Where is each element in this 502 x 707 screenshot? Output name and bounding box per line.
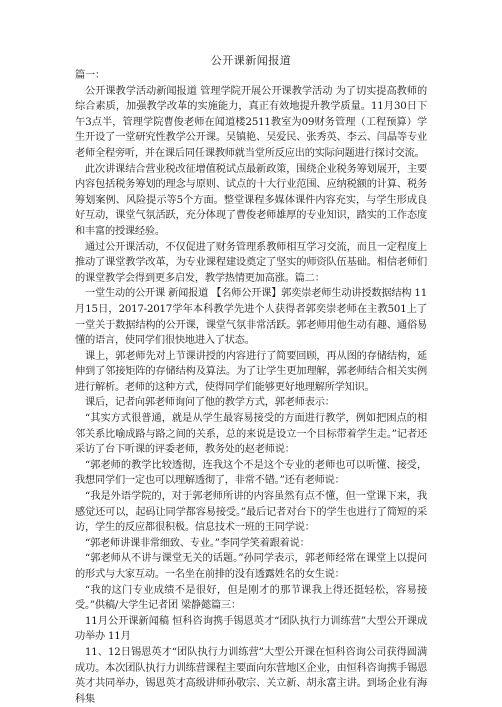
document-paragraph: 篇一： (75, 70, 105, 81)
document-body (75, 68, 427, 707)
document-paragraph: 此次讲课结合营业税改征增值税试点最新政策，围绕企业税务筹划展开，主要内容包括税务筹划的理念与原则、试点的十大行业范围、应纳税额的计算、税务筹划案例、风险提示等5个方面。整堂课程多媒体课件内容充实，与学生形成良好互动，课堂气氛活跃，充分体现了曹俊老师雄厚的专业知识，踏实的工作态度和丰富的授课经验。 (75, 163, 427, 237)
document-title: 公开课新闻报道 (210, 54, 292, 67)
document-paragraph: 课上，郭老师先对上节课讲授的内容进行了简要回顾，再从图的存储结构，延伸到了邻接矩阵的存储结构及算法。为了让学生更加理解，郭老师结合相关实例进行解析。老师的这种方式，使得同学们能够更好地理解所学知识。 (75, 350, 427, 393)
document-paragraph: 公开课教学活动新闻报道 管理学院开展公开课教学活动 为了切实提高教师的综合素质，加强教学改革的实施能力，真正有效地提升教学质量。11月30日下午3点半，管理学院曹俊老师在闻道楼2511教室为09财务管理（工程预算）学生开设了一堂研究性教学公开课。吴镇艳、吴爱民、张秀英、李云、闫晶等专业老师全程旁听，并在课后同任课教师就当堂所反应出的实际问题进行探讨交流。 (75, 85, 427, 159)
document-paragraph: “郭老师讲课非常细致、专业。”李同学笑着跟着说： (85, 537, 310, 549)
document-paragraph: 11月公开课新闻稿 恒科咨询携手锡恩英才“团队执行力训练营”大型公开课成功举办 11月 (75, 615, 427, 643)
document-paragraph: “我是外语学院的，对于郭老师所讲的内容虽然有点不懂，但一堂课下来，我感觉还可以，起码让同学都容易接受。”最后记者对台下的学生也进行了简短的采访，学生的反应都很积极。信息技术一班的王同学说： (75, 491, 427, 534)
document-paragraph: “我的这门专业成绩不是很好，但是刚才的那节课我上得还挺轻松，容易接受。”供稿/大学生记者团 梁静懿篇三： (75, 584, 427, 612)
document-paragraph: “其实方式很普通，就是从学生最容易接受的方面进行教学，例如把困点的相邻关系比喻成路与路之间的关系，总的来说是设立一个目标带着学生走。”记者还采访了台下听课的评委老师，教务处的赵老师说： (75, 413, 427, 456)
document-paragraph: “郭老师的教学比较透彻，连我这个不是这个专业的老师也可以听懂、接受，我想同学们一定也可以理解透彻了，非常不错。”还有老师说： (75, 459, 427, 487)
document-paragraph: “郭老师从不讲与课堂无关的话题。”孙同学表示，郭老师经常在课堂上以提问的形式与大家互动。一名坐在前排的没有透露姓名的女生说： (75, 553, 427, 580)
document-paragraph: 课后，记者向郭老师询问了他的教学方式，郭老师表示： (85, 397, 335, 409)
document-paragraph: 通过公开课活动，不仅促进了财务管理系教师相互学习交流，而且一定程度上推动了课堂教学改革，为专业课程建设奠定了坚实的师资队伍基础。相信老师们的课堂教学会得到更多启发，教学热情更加高涨。篇二： (75, 241, 427, 284)
document-paragraph: 一堂生动的公开课 新闻报道 【名师公开课】郭奕崇老师生动讲授数据结构 11月15日，2017-2017学年本科教学先进个人获得者郭奕崇老师在主教501上了一堂关于数据结构的公开课，课堂气氛非常活跃。郭老师用他生动有趣、通俗易懂的语言，使同学们很快地进入了状态。 (75, 288, 427, 347)
document-paragraph: 11、12日锡恩英才“团队执行力训练营”大型公开课在恒科咨询公司获得圆满成功。本次团队执行力训练营课程主要面向东营地区企业，由恒科咨询携手锡恩英才共同举办，锡恩英才高级讲师孙敬宗、关立新、胡永富主讲。到场企业有海科集 (75, 646, 427, 705)
